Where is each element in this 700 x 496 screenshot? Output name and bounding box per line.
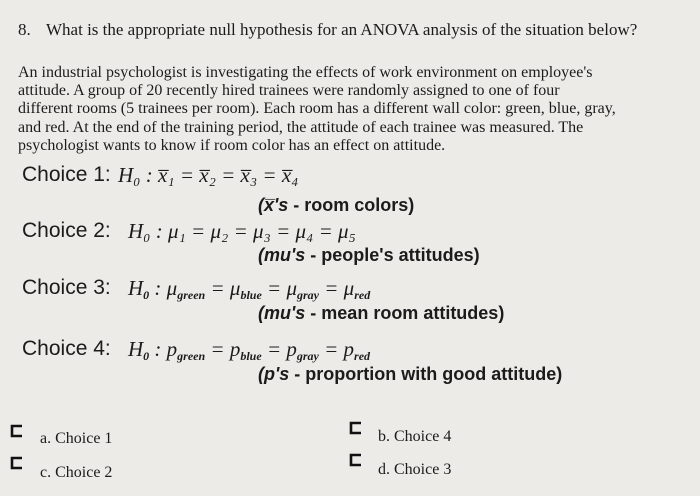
radio-option-c[interactable]	[10, 456, 24, 470]
choice-4-hypothesis: $H_0$ : $p_{green} = p_{blue} = p_{gray} = p_{red}$	[128, 337, 371, 363]
p-symbol: p	[229, 337, 241, 361]
choice-1-hypothesis: H₀ : x̅₁ = x̅₂ = x̅₃ = x̅₄	[118, 163, 299, 187]
choice-1-note-text: - room colors)	[288, 195, 415, 215]
choice-3-note	[258, 303, 504, 324]
radio-icon	[10, 424, 24, 438]
option-letter: c.	[40, 464, 52, 481]
choice-4-note-symbol: (p's	[258, 364, 290, 384]
choice-3-note-text: - mean room attitudes)	[305, 303, 505, 323]
choice-3-label: Choice 3:	[22, 276, 111, 299]
option-text: Choice 1	[55, 430, 113, 447]
body-line: psychologist wants to know if room color has an effect on attitude.	[18, 136, 446, 154]
option-text: Choice 3	[394, 461, 452, 478]
question-title: What is the appropriate null hypothesis for an ANOVA analysis of the situation below?	[46, 20, 638, 39]
body-line: An industrial psychologist is investigating the effects of work environment on employee's	[18, 64, 593, 81]
h-symbol: H	[128, 337, 144, 361]
h-symbol: H	[128, 276, 144, 300]
p-symbol: p	[286, 337, 297, 361]
p-symbol: p	[343, 337, 355, 361]
option-letter: d.	[378, 461, 390, 478]
choice-2-note-symbol: (mu's	[258, 245, 306, 265]
radio-icon	[349, 453, 363, 467]
option-letter: b.	[378, 428, 390, 445]
subscript-green: green	[177, 349, 206, 363]
h-subscript: 0	[143, 288, 150, 302]
h-subscript: 0	[143, 349, 150, 363]
option-text: Choice 2	[55, 464, 113, 481]
body-line: different rooms (5 trainees per room). Each room has a different wall color: green, blue, gray,	[18, 100, 616, 118]
choice-4-note-text: - proportion with good attitude)	[289, 364, 563, 384]
body-line: attitude. A group of 20 recently hired trainees were randomly assigned to one of four	[18, 82, 560, 100]
option-b[interactable]	[378, 428, 451, 446]
choice-2-note-text: - people's attitudes)	[305, 245, 480, 265]
choice-1-label: Choice 1:	[22, 163, 111, 186]
choice-1-note-symbol: (x̅'s	[258, 195, 289, 215]
choice-3-note-symbol: (mu's	[258, 303, 306, 323]
choice-1-note	[258, 195, 414, 216]
choice-2-hypothesis: H₀ : μ₁ = μ₂ = μ₃ = μ₄ = μ₅	[128, 219, 356, 243]
radio-option-a[interactable]	[10, 424, 24, 438]
option-letter: a.	[40, 430, 52, 447]
subscript-blue: blue	[240, 349, 262, 363]
option-c[interactable]	[40, 464, 112, 482]
mu-symbol: μ	[343, 276, 355, 300]
p-symbol: p	[166, 337, 178, 361]
choice-4-label: Choice 4:	[22, 337, 111, 360]
option-text: Choice 4	[394, 428, 452, 445]
question-body	[18, 64, 688, 155]
subscript-gray: gray	[297, 288, 319, 302]
radio-option-b[interactable]	[349, 421, 363, 435]
mu-symbol: μ	[166, 276, 178, 300]
subscript-gray: gray	[296, 349, 319, 363]
radio-option-d[interactable]	[349, 453, 363, 467]
question-number: 8.	[18, 20, 31, 39]
radio-icon	[10, 456, 24, 470]
choice-4-note	[258, 364, 562, 385]
radio-icon	[349, 421, 363, 435]
subscript-blue: blue	[240, 288, 262, 302]
mu-symbol: μ	[286, 276, 297, 300]
body-line: and red. At the end of the training period, the attitude of each trainee was measured. The	[18, 118, 584, 136]
option-d[interactable]	[378, 461, 451, 479]
subscript-green: green	[177, 288, 206, 302]
choice-2-label: Choice 2:	[22, 219, 111, 242]
subscript-red: red	[354, 349, 371, 363]
option-a[interactable]	[40, 430, 112, 448]
choice-3-hypothesis: $H_0$ : $\mu_{green} = \mu_{blue} = \mu_{gray} = \mu_{red}$	[128, 276, 371, 302]
mu-symbol: μ	[229, 276, 241, 300]
subscript-red: red	[354, 288, 371, 302]
choice-2-note	[258, 245, 480, 266]
